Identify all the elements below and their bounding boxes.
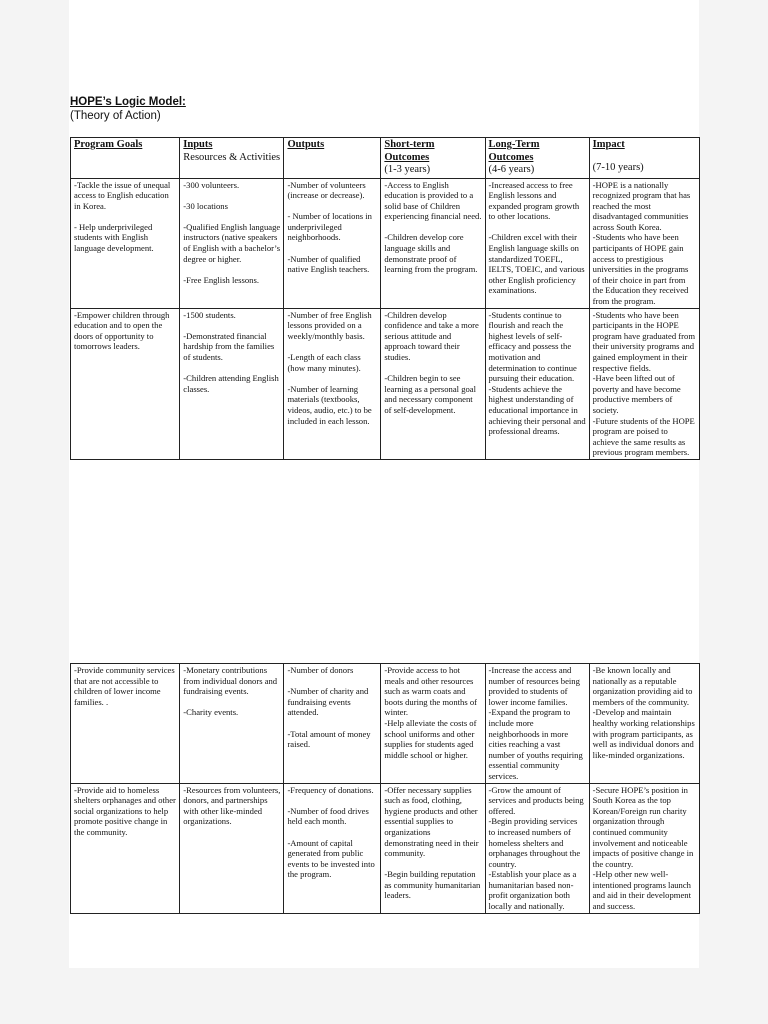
cell-impact xyxy=(589,178,699,308)
cell-text: -Empower children through education and to open the doors of opportunity to tomorrows leaders. xyxy=(74,309,170,352)
cell-text: -Future students of the HOPE program are poised to achieve the same results as previous program members. xyxy=(592,415,695,458)
cell-text: -Increased access to free English lessons and expanded program growth to other locations. xyxy=(488,179,580,222)
header-label: Inputs xyxy=(183,139,213,150)
header-long-term-outcomes xyxy=(485,138,589,179)
header-label: Impact xyxy=(592,139,625,150)
cell-text: - Help underprivileged students with English language development. xyxy=(74,221,154,254)
cell-long-term-outcomes xyxy=(485,783,589,913)
cell-outputs xyxy=(284,783,381,913)
cell-text: -Have been lifted out of poverty and have become productive members of society. xyxy=(592,373,681,415)
cell-text: -HOPE is a nationally recognized program that has reached the most disadvantaged communities across South Korea. xyxy=(592,179,691,232)
cell-text: -Access to English education is provided to a solid base of Children experiencing financial need. xyxy=(384,179,482,222)
cell-impact xyxy=(589,783,699,913)
cell-spacer xyxy=(183,697,280,708)
cell-spacer xyxy=(384,363,481,374)
cell-text: -Charity events. xyxy=(183,707,239,718)
cell-outputs xyxy=(284,308,381,459)
cell-text: -Number of charity and fundraising events attended. xyxy=(287,686,369,718)
header-label: Program Goals xyxy=(74,139,143,150)
cell-text: -Students continue to flourish and reach the highest levels of self-efficacy and possess the motivation and determination to continue pursuing their education. xyxy=(488,309,577,384)
cell-text: -Provide access to hot meals and other resources such as warm coats and boots during the months of winter. xyxy=(384,665,477,718)
cell-spacer xyxy=(287,341,377,352)
cell-program-goals xyxy=(71,783,180,913)
logic-model-table-continued xyxy=(70,663,700,914)
cell-spacer xyxy=(384,859,481,870)
cell-text: -Number of donors xyxy=(287,665,354,675)
cell-text: -Provide aid to homeless shelters orphanages and other social organizations to help promote positive change in the community. xyxy=(74,784,176,837)
cell-text: -Demonstrated financial hardship from the families of students. xyxy=(183,330,275,362)
table-row xyxy=(71,178,700,308)
cell-short-term-outcomes xyxy=(381,783,485,913)
cell-text: -Number of free English lessons provided on a weekly/monthly basis. xyxy=(287,309,372,341)
cell-impact xyxy=(589,664,699,784)
cell-inputs xyxy=(180,308,284,459)
cell-outputs xyxy=(284,178,381,308)
cell-text: - Number of locations in underprivileged neighborhoods. xyxy=(287,211,372,243)
table-row xyxy=(71,664,700,784)
header-label: Outputs xyxy=(287,139,325,150)
cell-text: -Grow the amount of services and products being offered. xyxy=(488,784,584,816)
table-header-row xyxy=(71,138,700,179)
cell-spacer xyxy=(287,201,377,212)
table-row xyxy=(71,783,700,913)
cell-program-goals xyxy=(71,664,180,784)
cell-text: -Monetary contributions from individual donors and fundraising events. xyxy=(183,665,278,697)
header-sublabel: (1-3 years) xyxy=(384,164,431,175)
header-outputs xyxy=(284,138,381,179)
cell-spacer xyxy=(287,676,377,687)
cell-text: -300 volunteers. xyxy=(183,179,240,190)
cell-text: -Be known locally and nationally as a reputable organization providing aid to members of the community. xyxy=(592,665,693,707)
cell-text: -Resources from volunteers, donors, and partnerships with other like-minded organizations. xyxy=(183,784,281,827)
cell-program-goals xyxy=(71,178,180,308)
cell-text: -Frequency of donations. xyxy=(287,784,374,795)
header-impact xyxy=(589,138,699,179)
document-title: HOPE’s Logic Model: xyxy=(70,96,186,108)
cell-text: -Number of qualified native English teachers. xyxy=(287,253,370,275)
cell-text: -Free English lessons. xyxy=(183,274,259,285)
cell-spacer xyxy=(183,320,280,331)
cell-text: -Qualified English language instructors (native speakers of English with a bachelor’s degree or higher. xyxy=(183,221,281,264)
cell-text: -Offer necessary supplies such as food, clothing, hygiene products and other essential supplies to organizations demonstrating need in their community. xyxy=(384,784,479,859)
cell-text: -Number of food drives held each month. xyxy=(287,805,369,827)
cell-long-term-outcomes xyxy=(485,308,589,459)
cell-text: -Begin providing services to increased numbers of homeless shelters and orphanages throughout the country. xyxy=(488,816,581,869)
cell-text: -Children develop confidence and take a more serious attitude and approach toward their studies. xyxy=(384,309,479,362)
cell-text: -Length of each class (how many minutes). xyxy=(287,352,361,373)
cell-spacer xyxy=(384,222,481,233)
cell-text: -Help other new well-intentioned programs launch and aid in their development and success. xyxy=(592,869,691,912)
cell-short-term-outcomes xyxy=(381,664,485,784)
cell-text: -Expand the program to include more neighborhoods in more cities reaching a vast number of youths requiring essential community services. xyxy=(488,707,583,781)
cell-text: -1500 students. xyxy=(183,309,236,320)
cell-text: -Children begin to see learning as a personal goal and necessary component of self-development. xyxy=(384,373,476,415)
cell-spacer xyxy=(183,363,280,374)
cell-text: -Secure HOPE’s position in South Korea as the top Korean/Foreign run charity organization through continued community involvement and noticeable impacts of positive change in the country. xyxy=(592,784,694,869)
cell-program-goals xyxy=(71,308,180,459)
table-row xyxy=(71,308,700,459)
cell-text: -Tackle the issue of unequal access to English education in Korea. xyxy=(74,179,171,211)
cell-text: -Establish your place as a humanitarian based non-profit organization both locally and nationally. xyxy=(488,869,577,912)
cell-spacer xyxy=(287,373,377,384)
cell-short-term-outcomes xyxy=(381,308,485,459)
cell-text: -Children develop core language skills and demonstrate proof of learning from the program. xyxy=(384,232,478,275)
cell-spacer xyxy=(183,190,280,201)
cell-long-term-outcomes xyxy=(485,178,589,308)
logic-model-table xyxy=(70,137,700,460)
cell-spacer xyxy=(74,211,176,222)
cell-spacer xyxy=(183,211,280,222)
cell-text: -Students who have been participants in the HOPE program have graduated from their university programs and gained employment in their respective fields. xyxy=(592,309,696,373)
cell-text: -Provide community services that are not accessible to children of lower income families. . xyxy=(74,665,175,707)
cell-spacer xyxy=(489,222,586,233)
header-label: Long-Term Outcomes xyxy=(488,139,540,163)
cell-impact xyxy=(589,308,699,459)
cell-spacer xyxy=(287,243,377,254)
cell-long-term-outcomes xyxy=(485,664,589,784)
cell-text: -Amount of capital generated from public events to be invested into the program. xyxy=(287,837,375,880)
cell-text: -Children attending English classes. xyxy=(183,373,279,394)
cell-inputs xyxy=(180,178,284,308)
cell-spacer xyxy=(183,264,280,275)
cell-text: -30 locations xyxy=(183,200,228,211)
cell-text: -Children excel with their English language skills on standardized TOEFL, IELTS, TOEIC, and various other English proficiency examinations. xyxy=(488,232,585,296)
cell-text: -Students achieve the highest understanding of educational importance in achieving their personal and professional dreams. xyxy=(488,383,586,437)
cell-outputs xyxy=(284,664,381,784)
cell-text: -Develop and maintain healthy working relationships with program participants, as well as individual donors and like-minded organizations. xyxy=(592,707,695,760)
header-sublabel: (7-10 years) xyxy=(592,161,644,173)
cell-text: -Total amount of money raised. xyxy=(287,728,371,750)
cell-text: -Help alleviate the costs of school uniforms and other supplies for students aged middle school or higher. xyxy=(384,717,477,760)
cell-text: -Number of learning materials (textbooks, videos, audio, etc.) to be included in each lesson. xyxy=(287,383,372,426)
cell-text: -Begin building reputation as community humanitarian leaders. xyxy=(384,869,481,901)
cell-text: -Increase the access and number of resources being provided to students of lower income families. xyxy=(488,665,580,707)
header-label: Short-term Outcomes xyxy=(384,139,435,163)
cell-spacer xyxy=(287,827,377,838)
cell-spacer xyxy=(287,795,377,806)
cell-inputs xyxy=(180,783,284,913)
document-subtitle: (Theory of Action) xyxy=(70,110,161,122)
header-sublabel: (4-6 years) xyxy=(488,164,535,175)
table-body xyxy=(71,178,700,459)
cell-inputs xyxy=(180,664,284,784)
cell-text: -Number of volunteers (increase or decrease). xyxy=(287,179,366,201)
cell-text: -Students who have been participants of HOPE gain access to prestigious universities in the programs of their choice in part from the Education they received from the program. xyxy=(592,232,689,307)
table-body xyxy=(71,664,700,914)
header-short-term-outcomes xyxy=(381,138,485,179)
header-sublabel: Resources & Activities xyxy=(183,151,281,163)
header-program-goals xyxy=(71,138,180,179)
header-inputs xyxy=(180,138,284,179)
cell-spacer xyxy=(287,718,377,729)
cell-short-term-outcomes xyxy=(381,178,485,308)
